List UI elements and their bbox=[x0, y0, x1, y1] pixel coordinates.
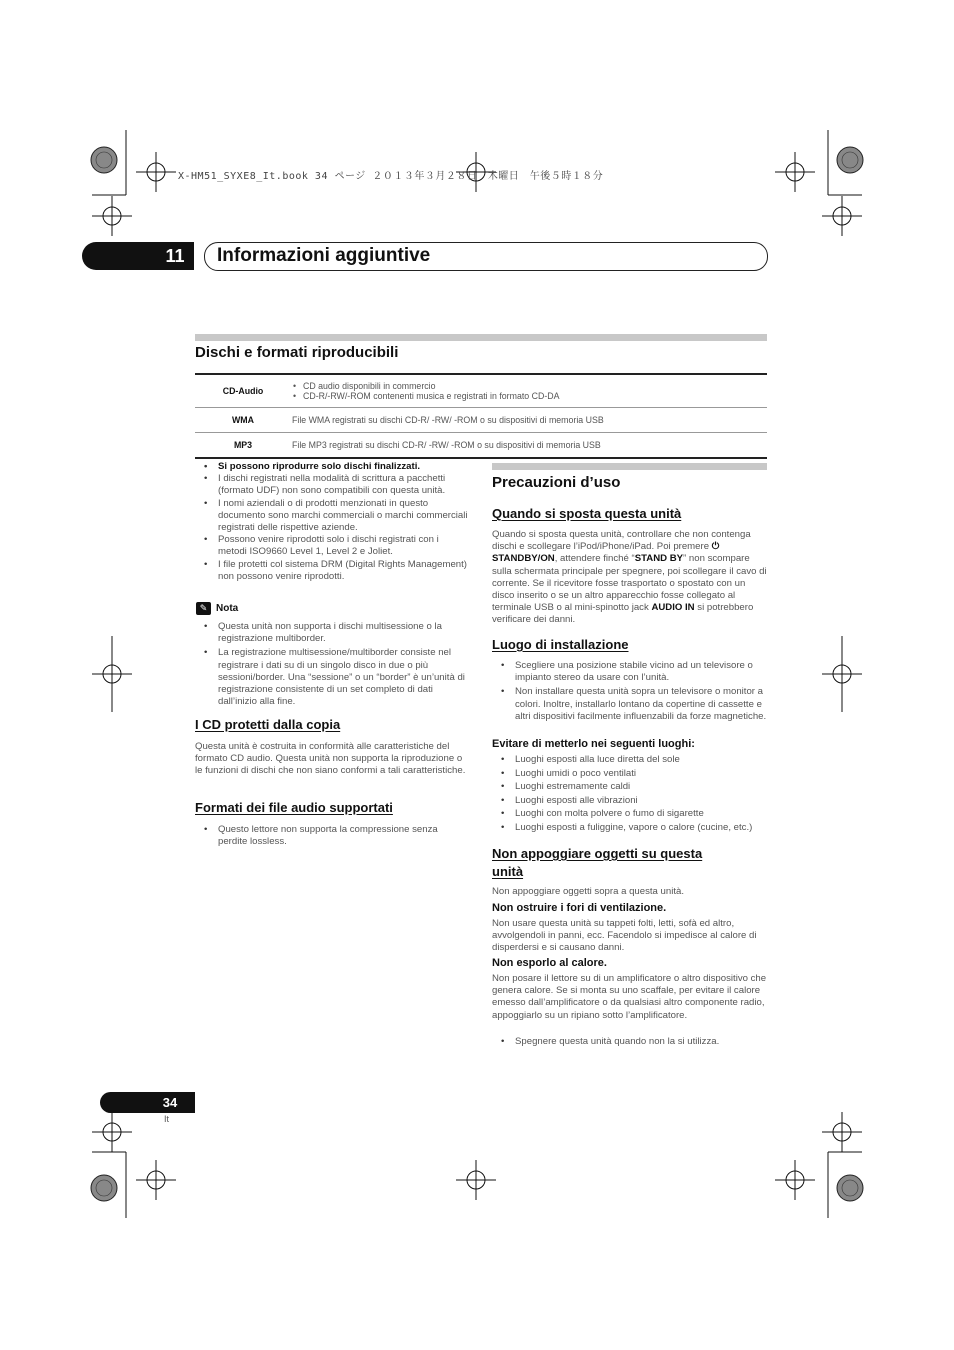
list-item: • Luoghi umidi o poco ventilati bbox=[492, 767, 768, 781]
list-item: • Luoghi esposti alle vibrazioni bbox=[492, 794, 768, 808]
table-row bbox=[195, 374, 767, 408]
list-item: • I nomi aziendali o di prodotti menzionati in questo documento sono marchi commerciali o marchi commerciali registrati delle rispettive aziende. bbox=[195, 498, 470, 535]
no-objects-text: Non appoggiare oggetti sopra a questa unità. bbox=[492, 886, 685, 897]
format-description bbox=[291, 374, 767, 408]
heading-installation: Luogo di installazione bbox=[492, 637, 629, 652]
heading-audio-formats: Formati dei file audio supportati bbox=[195, 800, 393, 815]
chapter-title: Informazioni aggiuntive bbox=[217, 245, 431, 266]
heading-no-objects-line2: unità bbox=[492, 864, 524, 879]
list-item: • Questa unità non supporta i dischi multisessione o la registrazione multiborder. bbox=[195, 621, 470, 645]
print-header: X-HM51_SYXE8_It.book 34 ページ ２０１３年３月２８日 木曜日 午後５時１８分 bbox=[178, 171, 604, 182]
moving-text-part: , attendere finché “ bbox=[554, 553, 635, 565]
heading-moving-unit: Quando si sposta questa unità bbox=[492, 506, 682, 521]
list-item: • Luoghi esposti alla luce diretta del sole bbox=[492, 753, 768, 767]
table-row bbox=[195, 408, 767, 433]
section-bar bbox=[492, 463, 767, 470]
stand-by-label: STAND BY bbox=[634, 553, 684, 565]
list-item: • Non installare questa unità sopra un televisore o monitor a colori. Inoltre, installarlo lontano da copertine di cassette e altri dispositivi facilmente influenzabili da forze magnetiche. bbox=[492, 686, 768, 723]
formats-table bbox=[195, 373, 767, 459]
list-item: • I dischi registrati nella modalità di scrittura a pacchetti (formato UDF) non sono compatibili con questa unità. bbox=[195, 473, 470, 497]
section-heading-precautions: Precauzioni d’uso bbox=[492, 474, 621, 491]
chapter-number: 11 bbox=[165, 246, 185, 266]
moving-text-part: si potrebbero verificare dei danni. bbox=[492, 602, 754, 626]
format-name: WMA bbox=[195, 408, 291, 433]
format-name: MP3 bbox=[195, 433, 291, 459]
list-item: • CD-R/-RW/-ROM contenenti musica e registrati in formato CD-DA bbox=[291, 391, 766, 401]
moving-text-part: ” non scompare sulla schermata principale per spegnere, poi scollegare il cavo di corrente. Se il ricevitore fosse trasportato o spostato con un disco inserito o se un altro apparecchio fosse collegato al terminale USB o al mini-spinotto jack bbox=[492, 553, 767, 614]
standby-on-label: STANDBY/ON bbox=[492, 553, 555, 565]
note-label: Nota bbox=[216, 603, 239, 614]
heading-ventilation: Non ostruire i fori di ventilazione. bbox=[492, 902, 667, 914]
heat-text: Non posare il lettore su di un amplificatore o altro dispositivo che genera calore. Se si monta su uno scaffale, per evitare il calore emesso dall’amplificatore o da qualsiasi altro componente radio, appoggiarlo su un ripiano sotto l’amplificatore. bbox=[492, 973, 767, 1021]
table-row bbox=[195, 433, 767, 459]
page-number: 34 bbox=[162, 1095, 178, 1110]
list-item: • CD audio disponibili in commercio bbox=[291, 381, 766, 391]
power-icon: ⏻ bbox=[711, 541, 720, 553]
page-language: It bbox=[164, 1114, 170, 1124]
moving-text-part: Quando si sposta questa unità, controllare che non contenga dischi e scollegare l’iPod/iPhone/iPad. Poi premere bbox=[492, 529, 751, 553]
heat-bullets bbox=[492, 1036, 768, 1048]
copy-protected-text: Questa unità è costruita in conformità alle caratteristiche del formato CD audio. Questa unità non supporta la riproduzione o le funzioni di dischi che non siano conformi a tali caratteristiche. bbox=[195, 741, 466, 777]
ventilation-text: Non usare questa unità su tappeti folti, letti, sofà ed altro, avvolgendoli in panni, ecc. Facendolo si impedisce al calore di disperdersi e si causano danni. bbox=[492, 918, 757, 954]
list-item: • Luoghi con molta polvere o fumo di sigarette bbox=[492, 807, 768, 821]
moving-unit-text bbox=[492, 529, 768, 627]
section-heading-formats: Dischi e formati riproducibili bbox=[195, 344, 399, 361]
formats-bullets bbox=[195, 461, 470, 583]
avoid-places-bullets bbox=[492, 753, 768, 835]
format-name: CD-Audio bbox=[195, 374, 291, 408]
format-description: File WMA registrati su dischi CD-R/ -RW/ -ROM o su dispositivi di memoria USB bbox=[291, 408, 767, 433]
list-item: • Possono venire riprodotti solo i dischi registrati con i metodi ISO9660 Level 1, Level 2 e Joliet. bbox=[195, 534, 470, 558]
list-item: • I file protetti col sistema DRM (Digital Rights Management) non possono venire riprodotti. bbox=[195, 559, 470, 583]
note-bullets bbox=[195, 621, 470, 708]
heading-heat: Non esporlo al calore. bbox=[492, 957, 607, 969]
list-item: • Scegliere una posizione stabile vicino ad un televisore o impianto stereo da usare con l’unità. bbox=[492, 660, 768, 684]
list-item: • Questo lettore non supporta la compressione senza perdite lossless. bbox=[195, 824, 460, 848]
list-item: • Luoghi esposti a fuliggine, vapore o calore (cucine, etc.) bbox=[492, 821, 768, 835]
list-item: • Si possono riprodurre solo dischi finalizzati. bbox=[195, 461, 470, 473]
note-icon: ✎ bbox=[196, 602, 211, 615]
heading-no-objects: Non appoggiare oggetti su questa bbox=[492, 846, 703, 861]
audio-format-bullets bbox=[195, 824, 460, 848]
list-item: • La registrazione multisessione/multiborder consiste nel registrare i dati su di un singolo disco in due o più sessioni/border. Una “sessione” o un “border” è un’unità di registrazione consistente di un set completo di dati dall’inizio alla fine. bbox=[195, 647, 470, 708]
installation-bullets bbox=[492, 660, 768, 723]
format-description: File MP3 registrati su dischi CD-R/ -RW/ -ROM o su dispositivi di memoria USB bbox=[291, 433, 767, 459]
list-item: • Spegnere questa unità quando non la si utilizza. bbox=[492, 1036, 768, 1048]
heading-avoid-places: Evitare di metterlo nei seguenti luoghi: bbox=[492, 738, 695, 750]
section-bar bbox=[195, 334, 767, 341]
heading-copy-protected: I CD protetti dalla copia bbox=[195, 717, 341, 732]
audio-in-label: AUDIO IN bbox=[651, 602, 695, 614]
list-item: • Luoghi estremamente caldi bbox=[492, 780, 768, 794]
